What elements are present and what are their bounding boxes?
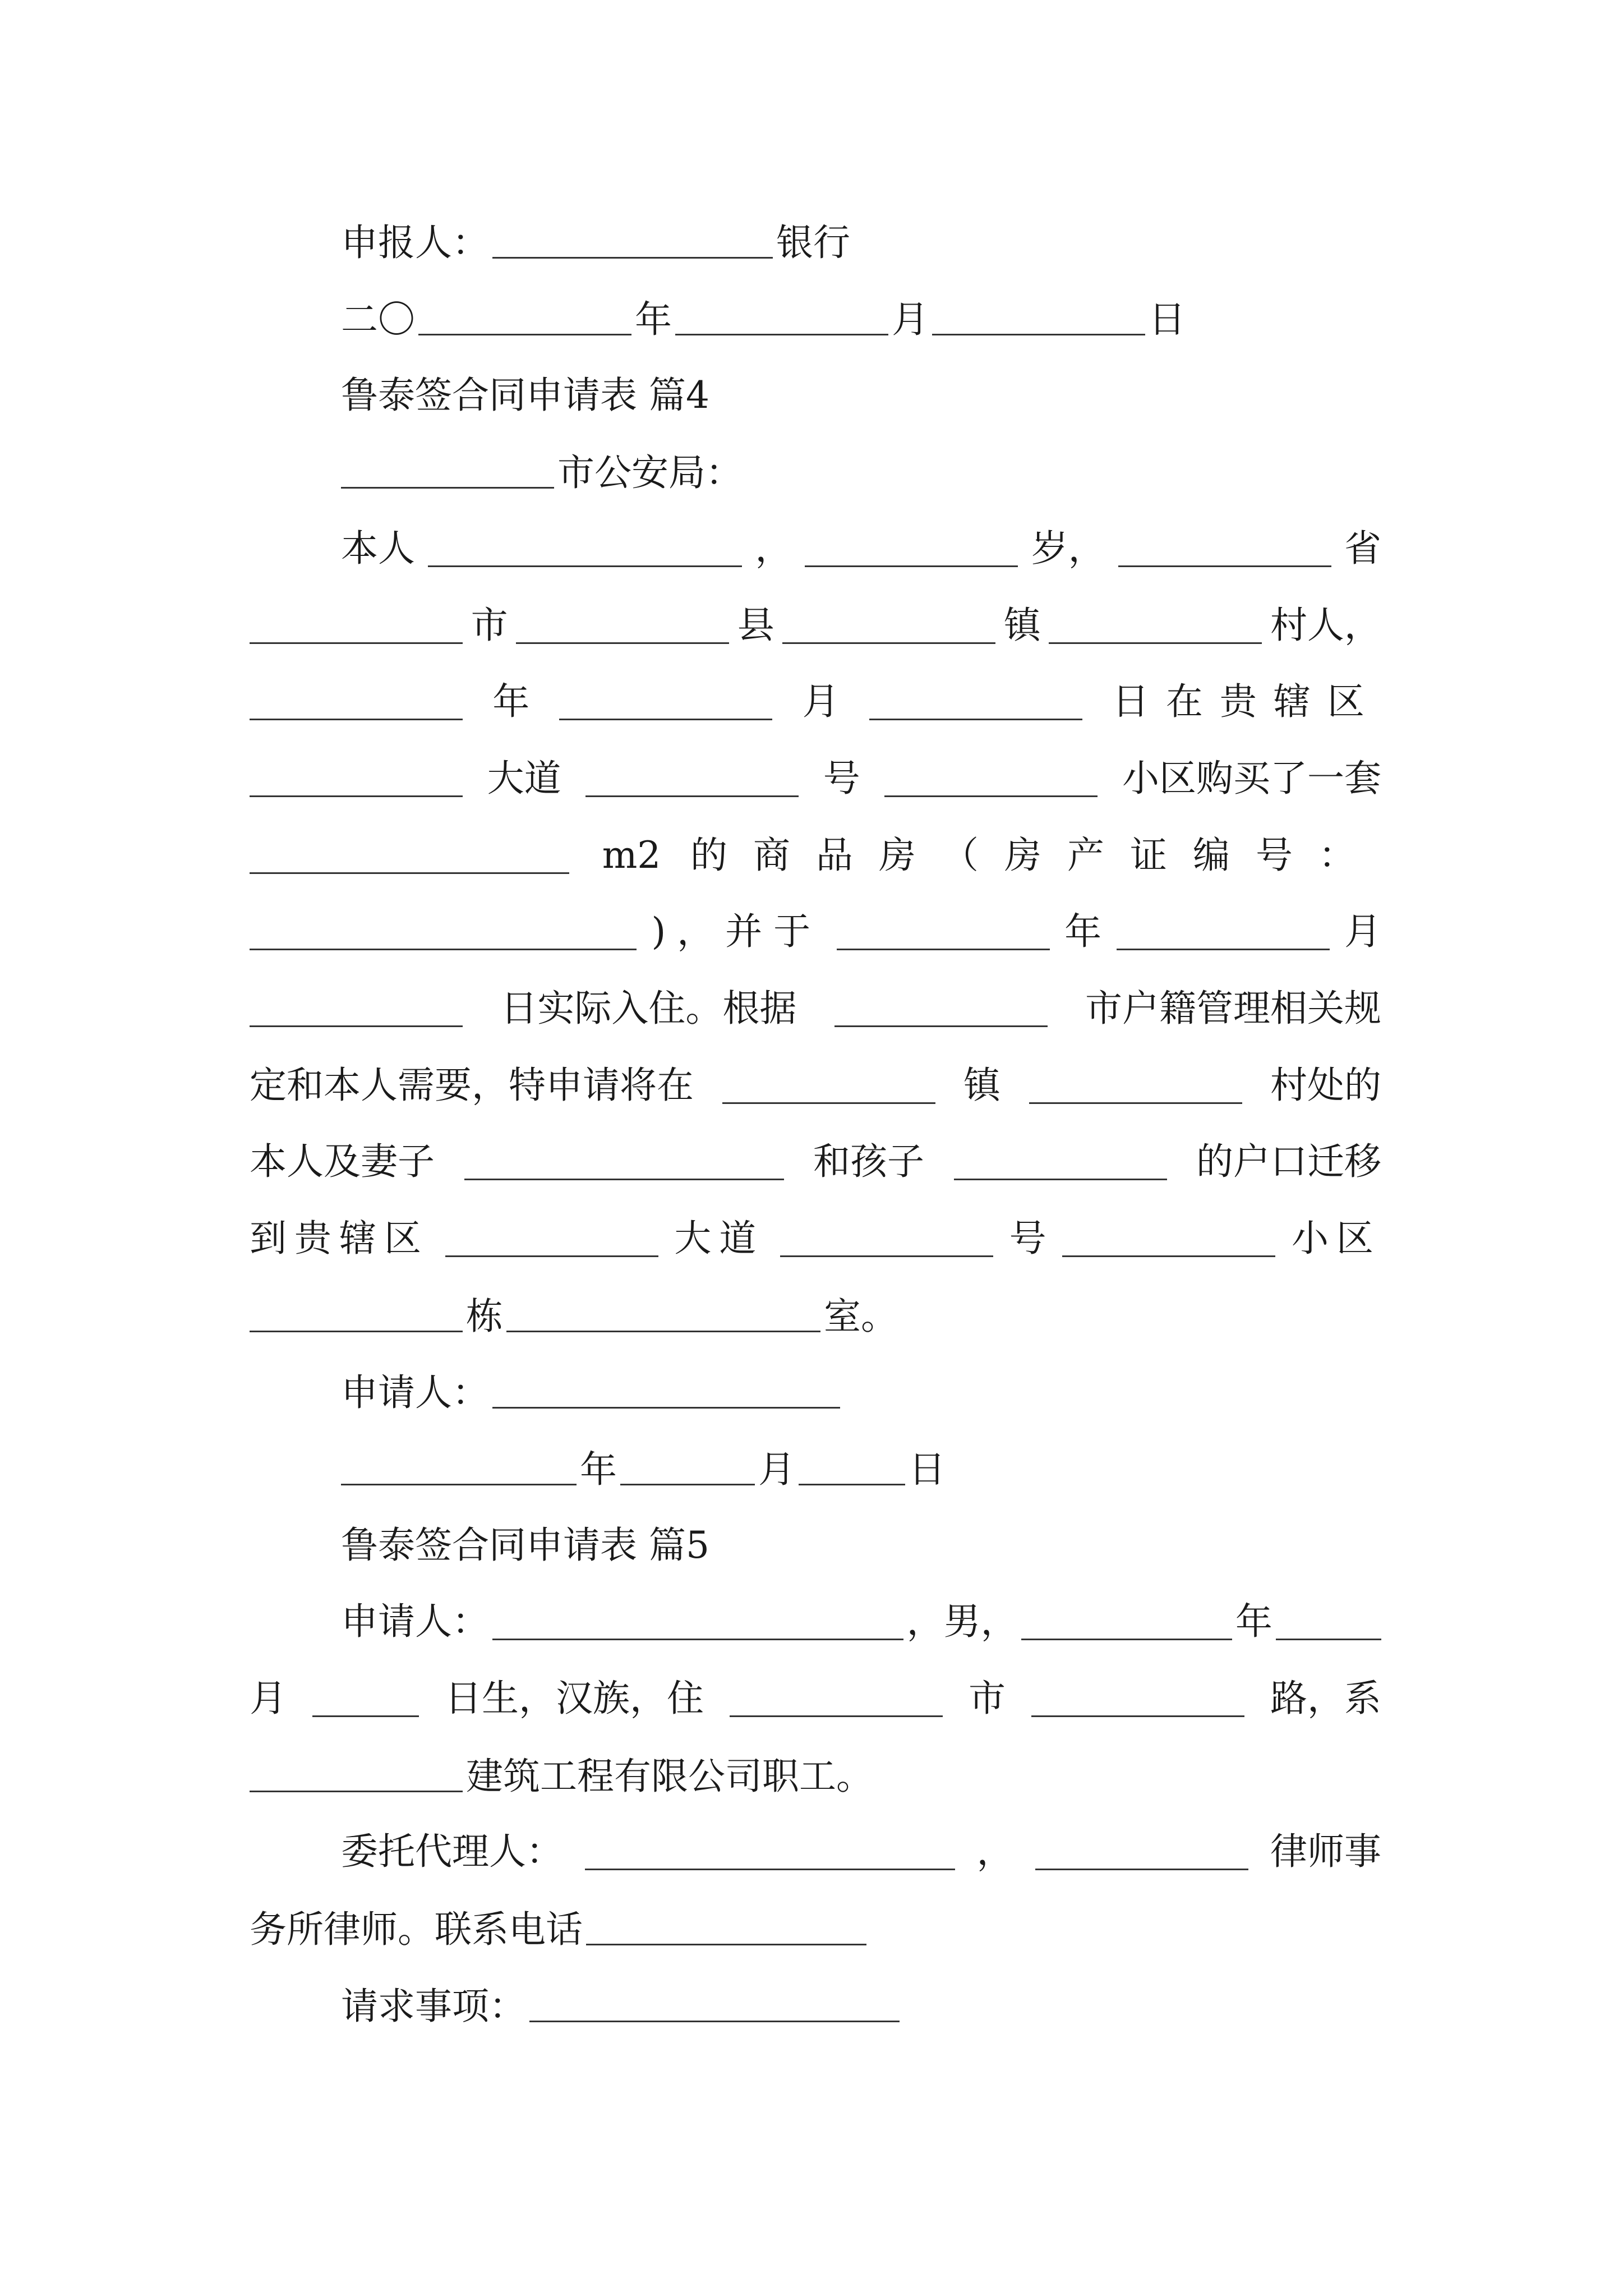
county-blank[interactable] (516, 609, 729, 644)
para-line-7 (250, 680, 1381, 723)
day-blank[interactable] (932, 300, 1145, 335)
applicant-label: 申请人： (341, 1371, 489, 1414)
claims-line (341, 1985, 903, 2028)
birth-day-blank[interactable] (312, 1682, 419, 1717)
applicant-signature-blank[interactable] (492, 1373, 840, 1409)
text-segment: 村处的 (1270, 1064, 1381, 1107)
applicant-signature-line (341, 1371, 843, 1414)
text-segment: 月 (250, 1677, 287, 1720)
name-blank[interactable] (428, 532, 742, 567)
text-segment: 定和本人需要，特申请将在 (250, 1064, 694, 1107)
declarant-line (341, 221, 850, 264)
text-segment: 省 (1344, 527, 1381, 570)
text-segment: 的户口迁移 (1196, 1140, 1381, 1183)
text-segment: 和孩子 (813, 1140, 924, 1183)
month-label: 月 (892, 298, 929, 341)
move-in-day-blank[interactable] (250, 992, 463, 1027)
text-segment: 市 (471, 604, 508, 647)
para-line-8 (250, 757, 1381, 800)
dest-community-blank[interactable] (1062, 1222, 1275, 1257)
text-segment: 本人及妻子 (250, 1140, 435, 1183)
bank-label: 银行 (776, 221, 850, 264)
text-segment: 市 (969, 1677, 1006, 1720)
town-blank[interactable] (782, 609, 995, 644)
text-segment: 建筑工程有限公司职工。 (466, 1755, 873, 1798)
text-segment: 小区购买了一套 (1122, 757, 1381, 800)
purchase-year-blank[interactable] (250, 685, 463, 720)
phone-blank[interactable] (586, 1910, 866, 1945)
text-segment: ，男， (906, 1600, 1018, 1643)
village-blank[interactable] (1049, 609, 1262, 644)
year-blank[interactable] (418, 300, 631, 335)
year-prefix: 二〇 (341, 298, 415, 341)
building-blank[interactable] (250, 1297, 463, 1332)
section-heading-5: 鲁泰签合同申请表 篇5 (341, 1524, 709, 1567)
text-segment: 的商品房（房产证编号： (690, 834, 1381, 877)
para-line-23 (250, 1908, 870, 1951)
text-segment: 委托代理人： (341, 1830, 563, 1873)
text-segment: 年 (492, 680, 530, 723)
date-line (341, 298, 1186, 341)
text-segment: 号 (1009, 1217, 1046, 1260)
signature-date-line (341, 1448, 946, 1491)
text-segment: 到贵辖区 (250, 1217, 429, 1260)
move-in-month-blank[interactable] (1117, 915, 1330, 950)
city-policy-blank[interactable] (834, 992, 1048, 1027)
text-segment: 日 (909, 1448, 946, 1491)
text-segment: 镇 (1003, 604, 1041, 647)
para-line-19 (341, 1600, 1381, 1643)
area-blank[interactable] (250, 839, 569, 874)
purchase-month-blank[interactable] (559, 685, 772, 720)
text-segment: 务所律师。联系电话 (250, 1908, 583, 1951)
text-segment: ， (755, 527, 792, 570)
origin-town-blank[interactable] (722, 1069, 935, 1104)
birth-month-blank-start[interactable] (1276, 1605, 1381, 1640)
text-segment: 大道 (487, 757, 561, 800)
text-segment: 年 (1064, 910, 1102, 953)
text-segment: )，并于 (651, 910, 822, 953)
applicant-name-blank[interactable] (492, 1605, 903, 1640)
para-line-22 (341, 1830, 1381, 1873)
age-blank[interactable] (805, 532, 1018, 567)
law-firm-blank[interactable] (1035, 1835, 1248, 1870)
text-segment: 日生，汉族，住 (445, 1677, 704, 1720)
text-segment: 岁， (1031, 527, 1105, 570)
police-bureau-label: 市公安局： (557, 451, 743, 494)
para-line-14 (250, 1217, 1381, 1260)
residence-road-blank[interactable] (1031, 1682, 1244, 1717)
text-segment: 年 (1235, 1600, 1272, 1643)
residence-city-blank[interactable] (730, 1682, 943, 1717)
move-in-year-blank[interactable] (837, 915, 1050, 950)
claims-label: 请求事项： (341, 1985, 526, 2028)
wife-name-blank[interactable] (464, 1145, 784, 1180)
avenue-blank[interactable] (250, 762, 463, 797)
text-segment: 月 (1344, 910, 1381, 953)
day-label: 日 (1149, 298, 1186, 341)
para-line-20 (250, 1677, 1381, 1720)
text-segment: 申请人： (341, 1600, 489, 1643)
certificate-number-blank[interactable] (250, 915, 637, 950)
para-line-5 (341, 527, 1381, 570)
sign-day-blank[interactable] (799, 1450, 905, 1485)
para-line-21 (250, 1755, 873, 1798)
sign-year-blank[interactable] (341, 1450, 577, 1485)
para-line-10 (250, 910, 1381, 953)
origin-village-blank[interactable] (1029, 1069, 1242, 1104)
text-segment: 村人， (1270, 604, 1381, 647)
text-segment: 镇 (963, 1064, 1000, 1107)
text-segment: 室。 (824, 1295, 898, 1338)
para-line-6 (250, 604, 1381, 647)
province-blank[interactable] (1118, 532, 1331, 567)
text-segment: 日实际入住。根据 (500, 987, 797, 1030)
community-blank[interactable] (884, 762, 1098, 797)
para-line-15 (250, 1295, 898, 1338)
dest-avenue-blank[interactable] (445, 1222, 658, 1257)
text-segment: 栋 (466, 1295, 503, 1338)
declarant-label: 申报人： (341, 221, 489, 264)
text-segment: 小区 (1291, 1217, 1381, 1260)
addressee-line (341, 451, 743, 494)
text-segment: 大道 (674, 1217, 764, 1260)
claims-blank[interactable] (529, 1987, 900, 2022)
sign-month-blank[interactable] (620, 1450, 755, 1485)
text-segment: ， (976, 1830, 1014, 1873)
text-segment: 年 (580, 1448, 617, 1491)
dest-number-blank[interactable] (780, 1222, 993, 1257)
purchase-day-blank[interactable] (869, 685, 1082, 720)
text-segment: 县 (737, 604, 774, 647)
text-segment: 市户籍管理相关规 (1085, 987, 1381, 1030)
agent-name-blank[interactable] (585, 1835, 955, 1870)
para-line-9 (250, 834, 1381, 877)
text-segment: 律师事 (1270, 1830, 1381, 1873)
city-blank[interactable] (341, 453, 554, 489)
child-name-blank[interactable] (954, 1145, 1167, 1180)
para-line-12 (250, 1064, 1381, 1107)
para-line-13 (250, 1140, 1381, 1183)
text-segment: 路，系 (1270, 1677, 1381, 1720)
room-blank[interactable] (506, 1297, 820, 1332)
month-blank[interactable] (675, 300, 888, 335)
city-blank-2[interactable] (250, 609, 463, 644)
number-blank[interactable] (585, 762, 799, 797)
text-segment: 日在贵辖区 (1112, 680, 1381, 723)
text-segment: m2 (602, 834, 661, 877)
text-segment: 月 (758, 1448, 795, 1491)
birth-year-blank[interactable] (1021, 1605, 1232, 1640)
para-line-11 (250, 987, 1381, 1030)
text-segment: 月 (802, 680, 840, 723)
bank-name-blank[interactable] (492, 223, 773, 259)
company-blank[interactable] (250, 1757, 463, 1792)
text-segment: 号 (823, 757, 860, 800)
section-heading-4: 鲁泰签合同申请表 篇4 (341, 374, 709, 417)
year-label: 年 (635, 298, 672, 341)
text-segment: 本人 (341, 527, 415, 570)
